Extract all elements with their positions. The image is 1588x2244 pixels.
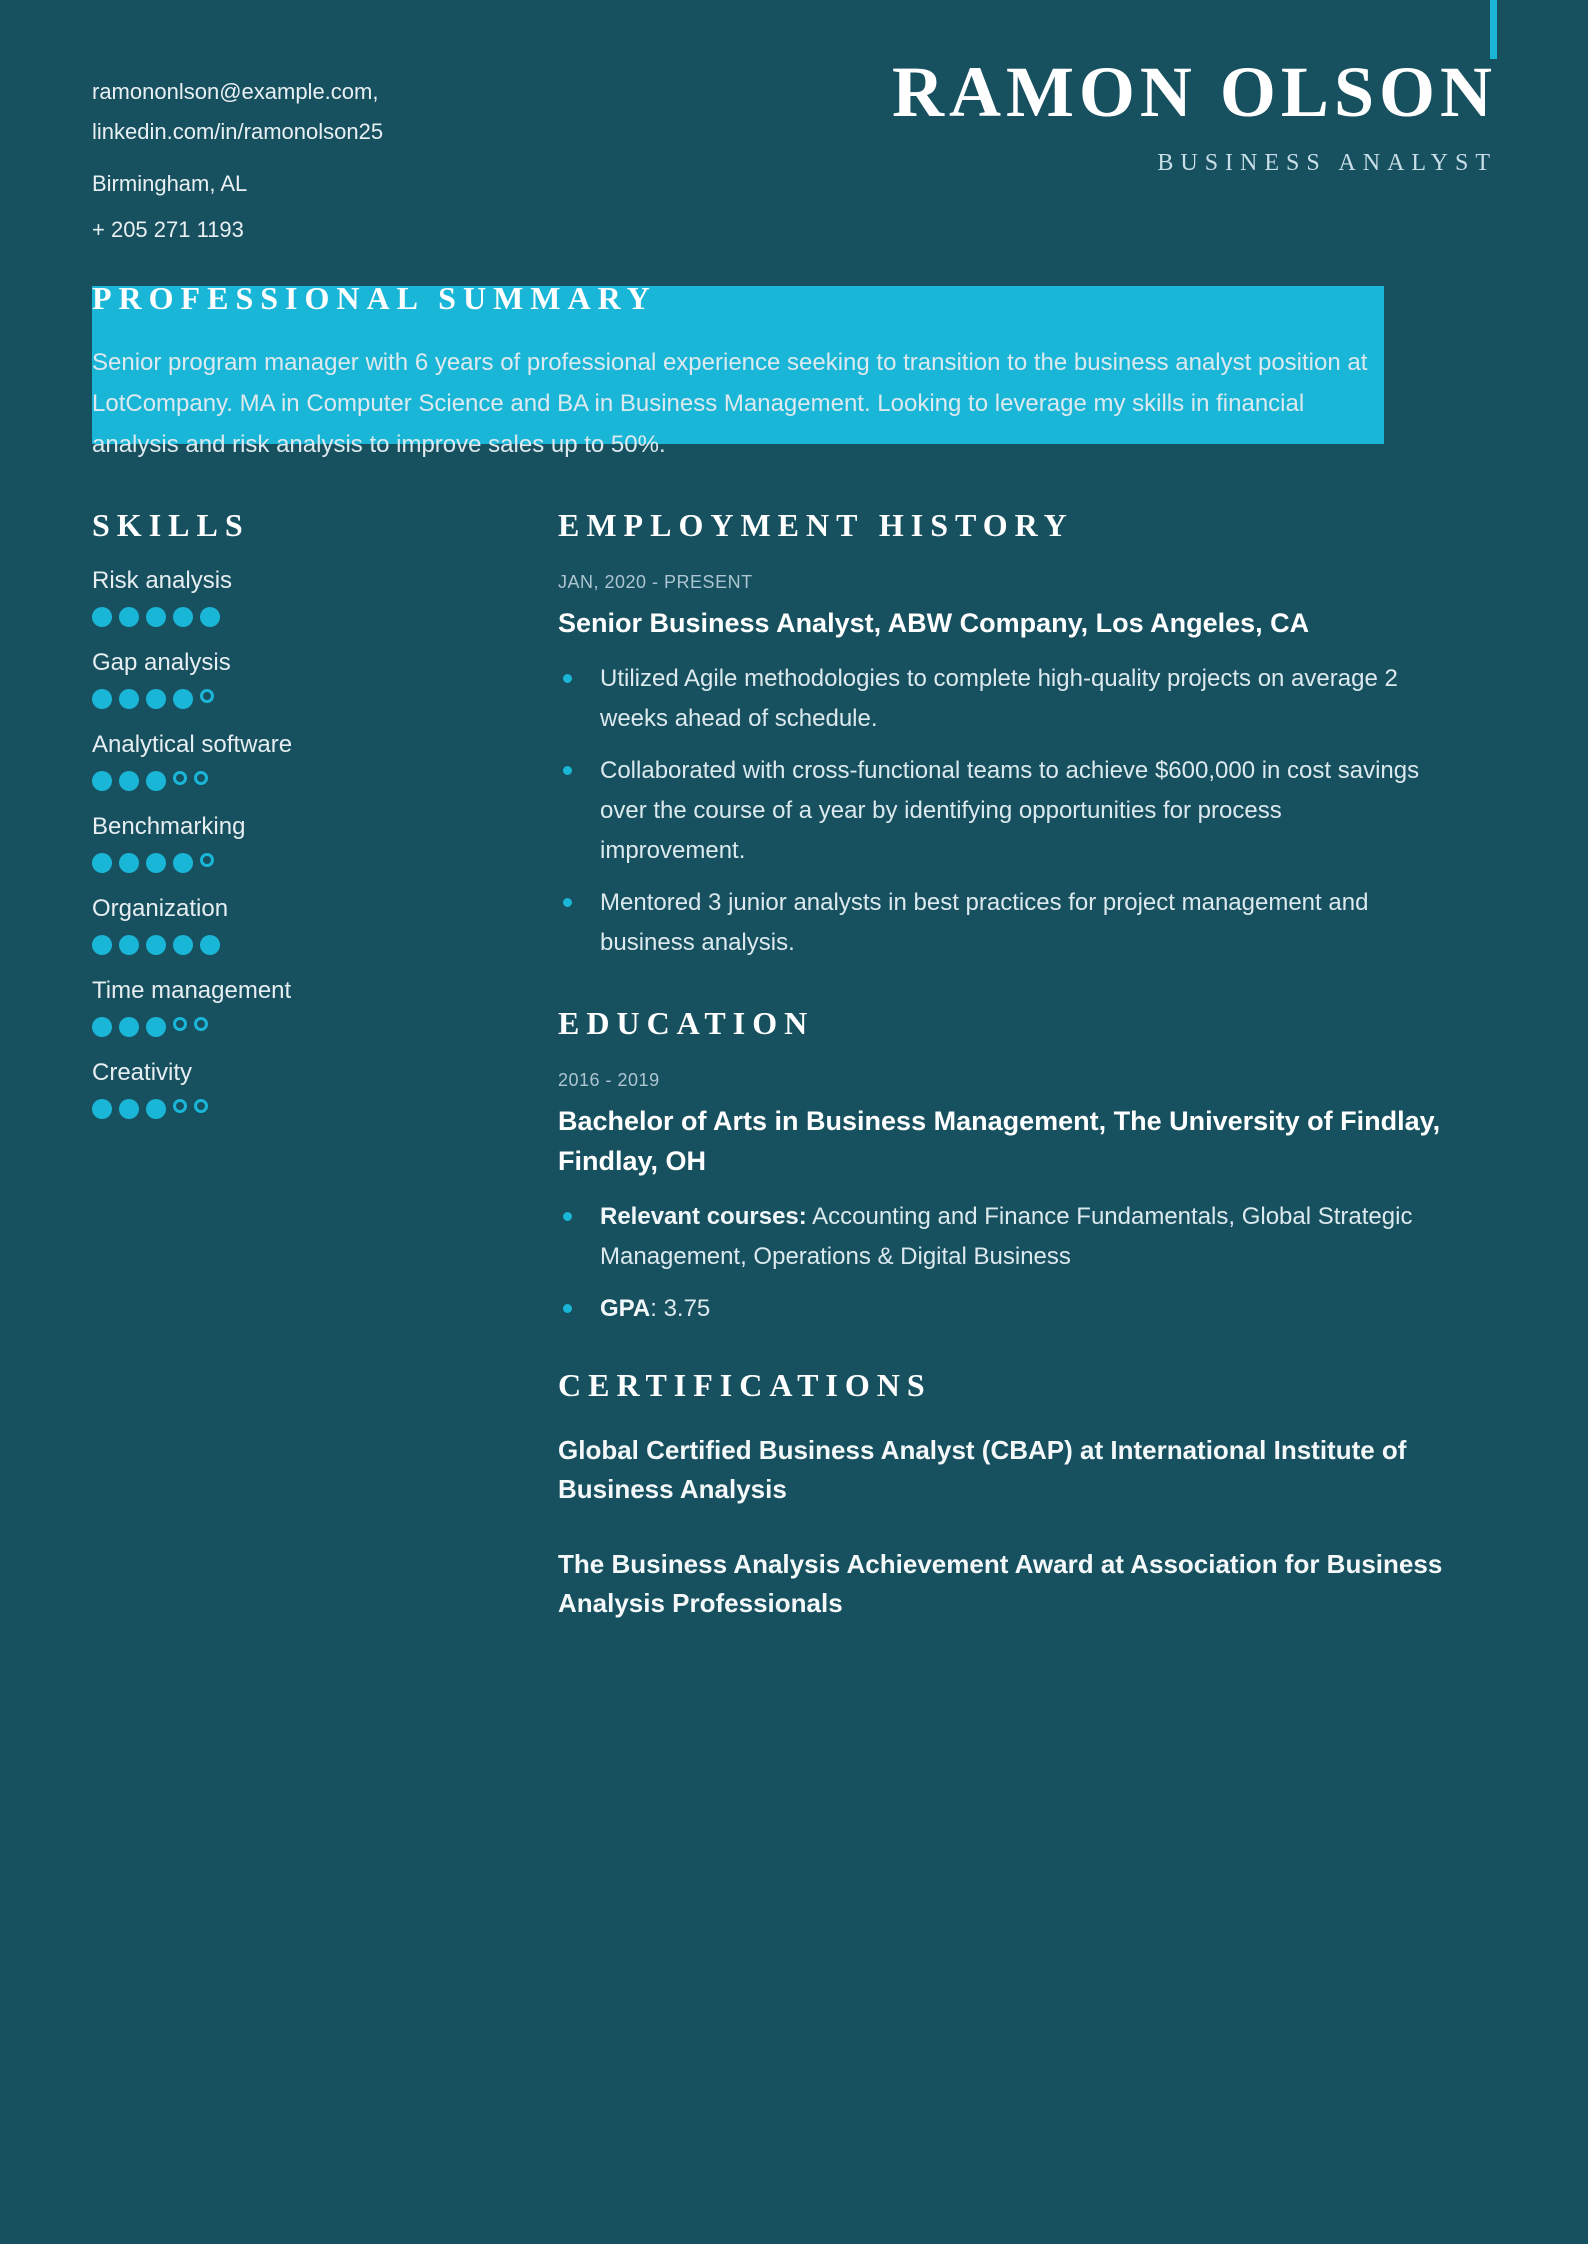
rating-dot-filled-icon — [119, 771, 139, 791]
skill-rating — [92, 1017, 532, 1037]
summary-section — [92, 278, 1384, 465]
certifications-section — [558, 1365, 1498, 1623]
degree-title: Bachelor of Arts in Business Management, The University of Findlay, Findlay, OH — [558, 1106, 1441, 1176]
skill-rating — [92, 935, 532, 955]
bullet-lead: GPA — [600, 1295, 651, 1322]
rating-dot-filled-icon — [146, 1099, 166, 1119]
rating-dot-filled-icon — [146, 935, 166, 955]
bullet-text: Collaborated with cross-functional teams to achieve $600,000 in cost savings over the course of a year by identifying opportunities for process improvement. — [600, 757, 1420, 864]
bullet-text: Relevant courses: Accounting and Finance Fundamentals, Global Strategic Management, Operations & Digital Business — [600, 1203, 1413, 1270]
rating-dot-filled-icon — [119, 689, 139, 709]
bullet-lead: Relevant courses: — [600, 1203, 807, 1230]
main-column — [558, 505, 1498, 1623]
bullet-dot-icon — [563, 1212, 572, 1221]
skills-section — [92, 505, 532, 1119]
bullet-dot-icon — [563, 766, 572, 775]
rating-dot-empty-icon — [200, 689, 214, 703]
rating-dot-filled-icon — [119, 935, 139, 955]
accent-bar-top — [1490, 0, 1497, 59]
certifications-heading: CERTIFICATIONS — [558, 1367, 932, 1403]
certifications-list — [558, 1431, 1498, 1623]
education-list — [558, 1069, 1498, 1329]
rating-dot-filled-icon — [92, 853, 112, 873]
skill-item — [92, 895, 532, 955]
bullet-item — [558, 1289, 1498, 1329]
skill-item — [92, 977, 532, 1037]
skill-label: Time management — [92, 977, 292, 1004]
rating-dot-filled-icon — [173, 689, 193, 709]
skill-label: Risk analysis — [92, 567, 233, 594]
skill-item — [92, 649, 532, 709]
summary-heading: PROFESSIONAL SUMMARY — [92, 280, 657, 316]
skill-label: Benchmarking — [92, 813, 246, 840]
skills-list — [92, 567, 532, 1119]
bullet-text: GPA: 3.75 — [600, 1295, 711, 1322]
skill-item — [92, 1059, 532, 1119]
rating-dot-filled-icon — [200, 607, 220, 627]
education-entry — [558, 1069, 1498, 1329]
bullet-text: Mentored 3 junior analysts in best practices for project management and business analysis. — [600, 889, 1369, 956]
rating-dot-filled-icon — [92, 935, 112, 955]
rating-dot-filled-icon — [92, 1099, 112, 1119]
skill-item — [92, 731, 532, 791]
rating-dot-filled-icon — [92, 1017, 112, 1037]
rating-dot-filled-icon — [200, 935, 220, 955]
rating-dot-empty-icon — [173, 1099, 187, 1113]
rating-dot-filled-icon — [173, 853, 193, 873]
education-dates: 2016 - 2019 — [558, 1070, 660, 1090]
bullet-dot-icon — [563, 898, 572, 907]
skill-label: Gap analysis — [92, 649, 231, 676]
header — [892, 52, 1497, 177]
bullet-text: Utilized Agile methodologies to complete high-quality projects on average 2 weeks ahead of schedule. — [600, 665, 1398, 732]
contact-phone: + 205 271 1193 — [92, 217, 244, 242]
rating-dot-filled-icon — [173, 607, 193, 627]
bullet-item — [558, 1197, 1498, 1277]
contact-location: Birmingham, AL — [92, 171, 248, 196]
rating-dot-filled-icon — [146, 689, 166, 709]
rating-dot-empty-icon — [194, 771, 208, 785]
bullet-item — [558, 883, 1498, 963]
rating-dot-filled-icon — [92, 689, 112, 709]
bullet-item — [558, 751, 1498, 871]
skill-label: Organization — [92, 895, 229, 922]
job-dates: JAN, 2020 - PRESENT — [558, 572, 753, 592]
contact-linkedin: linkedin.com/in/ramonolson25 — [92, 119, 384, 144]
certification-item: Global Certified Business Analyst (CBAP) at International Institute of Business Analysis — [558, 1435, 1407, 1504]
rating-dot-filled-icon — [119, 1017, 139, 1037]
job-entry — [558, 571, 1498, 963]
rating-dot-empty-icon — [200, 853, 214, 867]
employment-heading: EMPLOYMENT HISTORY — [558, 507, 1074, 543]
skill-rating — [92, 1099, 532, 1119]
bullet-item — [558, 659, 1498, 739]
rating-dot-empty-icon — [173, 771, 187, 785]
rating-dot-filled-icon — [146, 853, 166, 873]
employment-section — [558, 505, 1498, 963]
job-title: Senior Business Analyst, ABW Company, Los Angeles, CA — [558, 608, 1310, 638]
skill-rating — [92, 607, 532, 627]
education-section — [558, 1003, 1498, 1329]
bullet-dot-icon — [563, 674, 572, 683]
skills-heading: SKILLS — [92, 507, 250, 543]
rating-dot-filled-icon — [146, 607, 166, 627]
job-bullets — [558, 659, 1498, 963]
rating-dot-empty-icon — [194, 1099, 208, 1113]
rating-dot-filled-icon — [119, 607, 139, 627]
education-heading: EDUCATION — [558, 1005, 815, 1041]
rating-dot-filled-icon — [92, 771, 112, 791]
rating-dot-empty-icon — [173, 1017, 187, 1031]
contact-email: ramononlson@example.com, — [92, 79, 379, 104]
skill-rating — [92, 689, 532, 709]
skill-label: Creativity — [92, 1059, 193, 1086]
skill-label: Analytical software — [92, 731, 293, 758]
rating-dot-filled-icon — [173, 935, 193, 955]
skill-item — [92, 567, 532, 627]
rating-dot-filled-icon — [119, 853, 139, 873]
candidate-job-title: BUSINESS ANALYST — [1157, 150, 1497, 176]
skill-rating — [92, 853, 532, 873]
rating-dot-filled-icon — [146, 1017, 166, 1037]
education-bullets — [558, 1197, 1498, 1329]
rating-dot-filled-icon — [92, 607, 112, 627]
rating-dot-filled-icon — [146, 771, 166, 791]
bullet-dot-icon — [563, 1304, 572, 1313]
candidate-name: RAMON OLSON — [891, 52, 1497, 132]
jobs-list — [558, 571, 1498, 963]
summary-text: Senior program manager with 6 years of professional experience seeking to transition to the business analyst position at LotCompany. MA in Computer Science and BA in Business Management. Looking to leverage my skills in financial analysis and risk analysis to improve sales up to 50%. — [92, 349, 1368, 458]
rating-dot-filled-icon — [119, 1099, 139, 1119]
skill-item — [92, 813, 532, 873]
skill-rating — [92, 771, 532, 791]
rating-dot-empty-icon — [194, 1017, 208, 1031]
certification-item: The Business Analysis Achievement Award at Association for Business Analysis Professionals — [558, 1549, 1443, 1618]
contact-info — [92, 72, 383, 250]
